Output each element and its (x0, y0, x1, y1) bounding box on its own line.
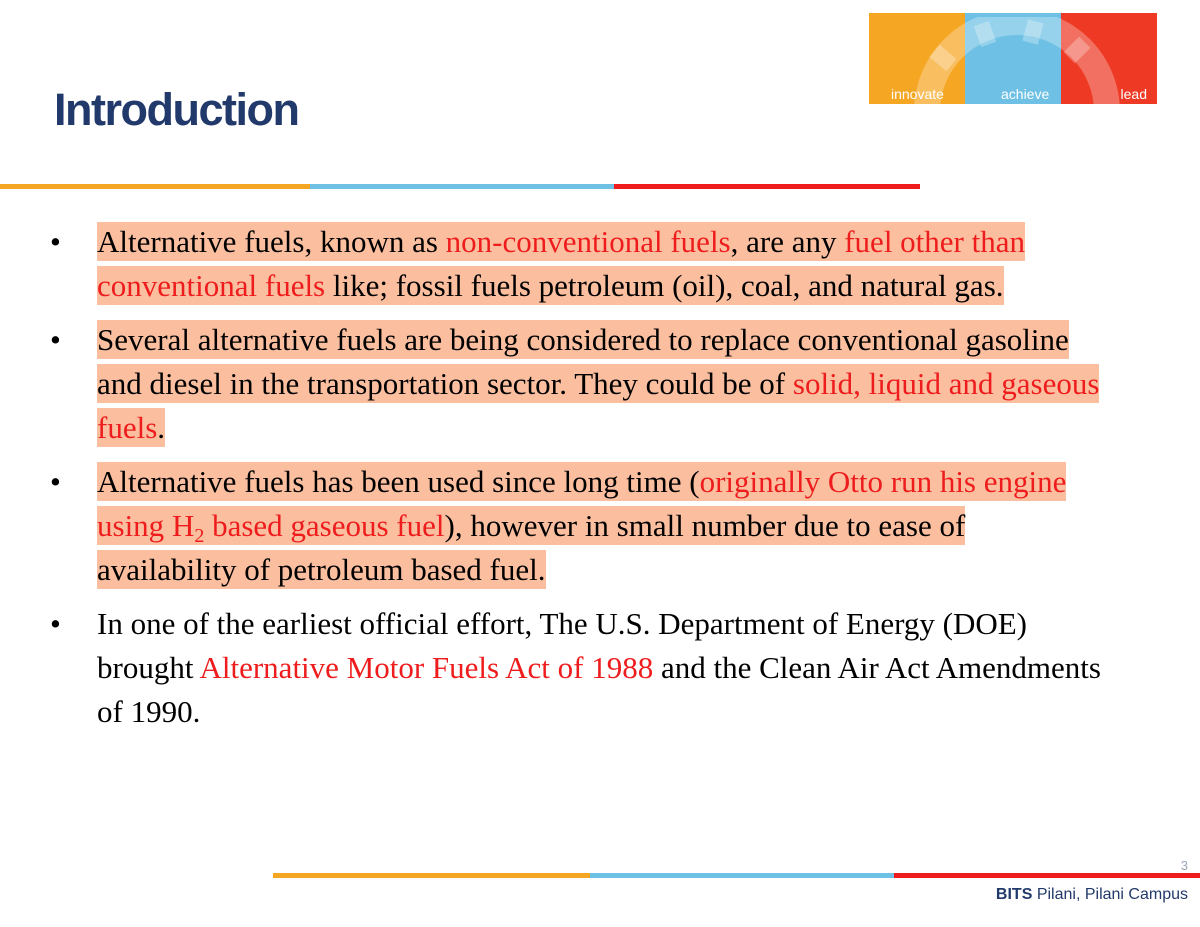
bullet-dot: • (50, 464, 61, 499)
footer-campus: Pilani, Pilani Campus (1032, 886, 1188, 903)
bullet-text-segment: Several alternative fuels are being considered to replace conventional gasoline and diesel in the transportation sector. They could be of (97, 322, 1069, 401)
logo-word-achieve: achieve (1001, 86, 1050, 102)
bullet-item (50, 318, 1110, 450)
bullet-text (97, 320, 1099, 447)
bits-logo (869, 13, 1157, 104)
bullet-text (97, 462, 1066, 589)
bullet-text-segment: ), however in small number due to ease of availability of petroleum based fuel. (97, 508, 966, 587)
bullet-list (50, 220, 1110, 744)
bullet-text-segment: non-conventional fuels (445, 224, 731, 259)
footer-brand: BITS (995, 886, 1033, 903)
divider-segment (614, 184, 920, 189)
divider-segment (590, 873, 894, 878)
bullet-text-segment: solid, liquid and gaseous fuels (97, 366, 1100, 445)
bullet-text-segment: Alternative fuels has been used since long time ( (97, 464, 700, 499)
bullet-dot: • (50, 322, 61, 357)
bullet-text-segment: fuel other than conventional fuels (97, 224, 1025, 303)
bullet-text-segment: Alternative fuels, known as (97, 224, 446, 259)
divider-segment (0, 184, 310, 189)
divider-segment (273, 873, 590, 878)
bullet-item (50, 460, 1110, 592)
footer-divider (273, 873, 1200, 878)
bullet-text-segment: like; fossil fuels petroleum (oil), coal, and natural gas. (325, 268, 1004, 303)
bullet-text-segment: In one of the earliest official effort, The U.S. Department of Energy (DOE) brought (97, 606, 1027, 685)
divider-segment (310, 184, 614, 189)
bullet-text-segment: H (171, 508, 195, 543)
title-divider (0, 184, 920, 189)
bullet-dot: • (50, 224, 61, 259)
bullet-dot: • (50, 606, 61, 641)
bullet-text-segment: based gaseous fuel (204, 508, 445, 543)
logo-word-innovate: innovate (891, 86, 944, 102)
slide-title: Introduction (54, 84, 299, 135)
page-number: 3 (1180, 858, 1188, 873)
bullet-item (50, 220, 1110, 308)
bullet-text (97, 606, 1101, 729)
bullet-text-segment: , are any (730, 224, 845, 259)
bullet-text-segment: originally Otto run his engine using (97, 464, 1067, 543)
footer-text (996, 886, 1188, 904)
logo-word-lead: lead (1120, 86, 1147, 102)
bullet-text-segment: 2 (194, 525, 205, 547)
bullet-item (50, 602, 1110, 734)
bullet-text-segment: . (157, 410, 166, 445)
bullet-text-segment: Alternative Motor Fuels Act of 1988 (199, 650, 654, 685)
gear-icon (907, 17, 1127, 137)
bullet-text (97, 222, 1025, 305)
bullet-text-segment: and the Clean Air Act Amendments of 1990. (97, 650, 1101, 729)
divider-segment (894, 873, 1200, 878)
